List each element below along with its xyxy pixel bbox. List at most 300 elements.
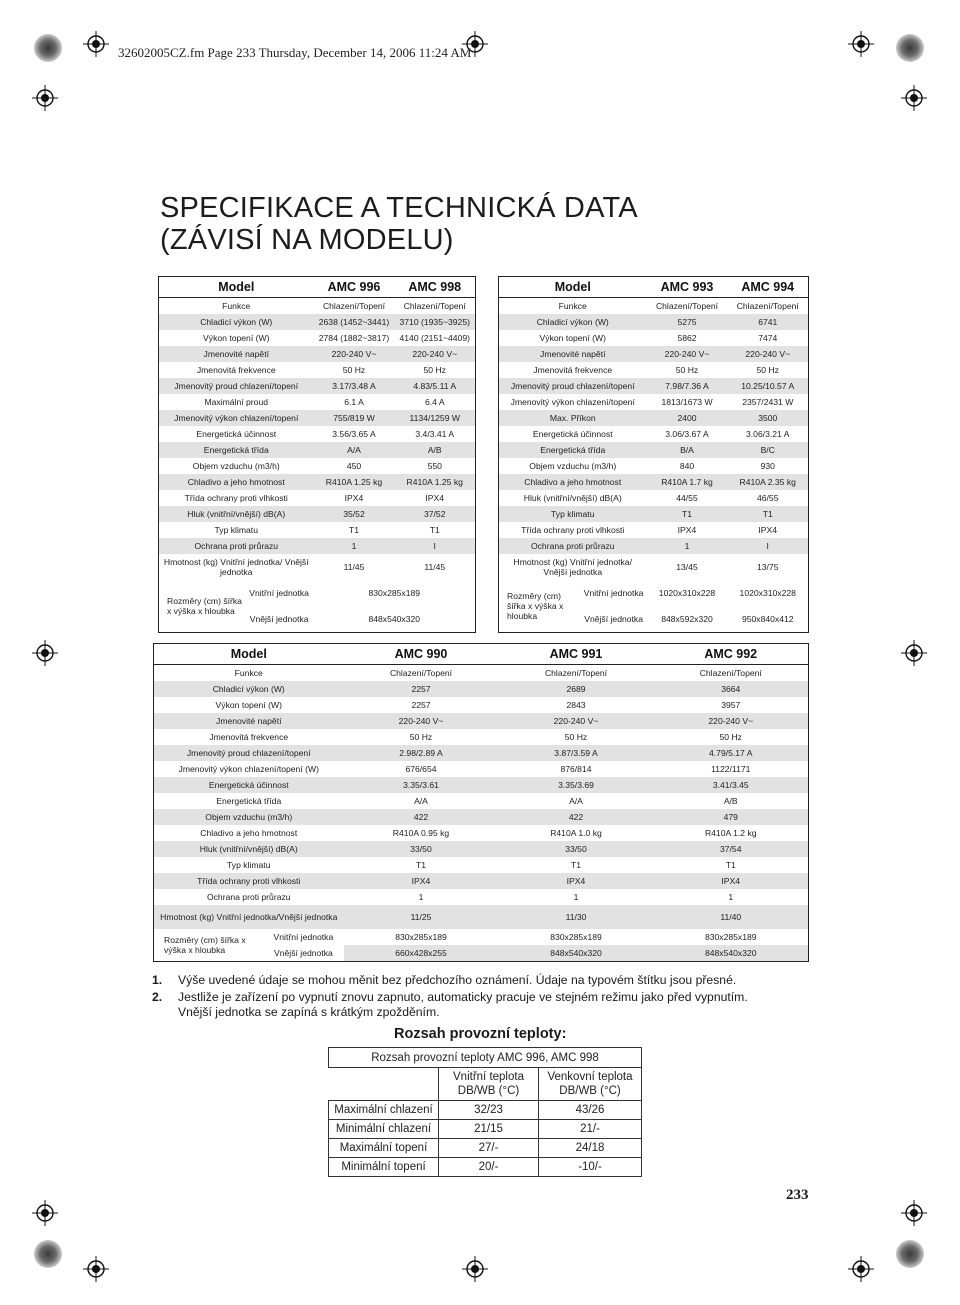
range-col-outdoor-line2: DB/WB (°C) — [559, 1085, 621, 1097]
range-col-indoor-line2: DB/WB (°C) — [457, 1085, 520, 1097]
range-title: Rozsah provozní teploty: — [394, 1026, 567, 1042]
row-label: Energetická třída — [216, 796, 282, 806]
color-disc-icon — [896, 1240, 924, 1268]
table-row — [159, 362, 476, 378]
registration-mark-icon — [901, 1200, 927, 1226]
cell: 4140 (2151~4409) — [399, 333, 470, 343]
cell: 32/23 — [439, 1101, 539, 1120]
cell: 3.87/3.59 A — [499, 745, 654, 761]
table-row — [154, 905, 809, 929]
cell: 2257 — [344, 681, 499, 697]
cell: 6.4 A — [424, 397, 445, 407]
cell: 3710 (1935~3925) — [395, 314, 476, 330]
cell: 50 Hz — [675, 365, 699, 375]
row-label: Chladivo a jeho hmotnost — [499, 474, 647, 490]
cell: 11/25 — [344, 905, 499, 929]
registration-mark-icon — [462, 1256, 488, 1282]
cell: 848x540x320 — [654, 945, 809, 962]
cell: 3664 — [654, 681, 809, 697]
cell: 3.56/3.65 A — [332, 429, 376, 439]
row-label: Chladicí výkon (W) — [159, 314, 314, 330]
cell: 5275 — [647, 314, 728, 330]
table-row — [499, 410, 809, 426]
row-label: Jmenovitý výkon chlazení/topení — [159, 410, 314, 426]
cell: 876/814 — [560, 764, 592, 774]
registration-mark-icon — [32, 85, 58, 111]
table-row — [154, 697, 809, 713]
cell: 5862 — [677, 333, 697, 343]
cell: T1 — [570, 860, 582, 870]
cell: 220-240 V~ — [344, 713, 499, 729]
cell: A/A — [569, 796, 583, 806]
row-label: Jmenovitá frekvence — [209, 732, 289, 742]
registration-mark-icon — [848, 1256, 874, 1282]
row-label: Chladivo a jeho hmotnost — [159, 474, 314, 490]
cell: 2357/2431 W — [742, 397, 794, 407]
dims-outdoor-label: Vnější jednotka — [584, 614, 643, 624]
cell: 848x540x320 — [499, 945, 654, 962]
cell: 220-240 V~ — [314, 346, 395, 362]
table-row — [499, 426, 809, 442]
range-col-indoor — [439, 1068, 539, 1101]
cell: IPX4 — [425, 493, 445, 503]
cell: Chlazení/Topení — [736, 301, 799, 311]
table-row — [154, 841, 809, 857]
table-row — [154, 873, 809, 889]
cell: 11/45 — [424, 562, 446, 572]
cell: 33/50 — [344, 841, 499, 857]
cell: 3.17/3.48 A — [314, 378, 395, 394]
cell: 3.06/3.67 A — [665, 429, 709, 439]
table-row — [159, 506, 476, 522]
cell: 930 — [760, 461, 775, 471]
table-row — [159, 580, 476, 606]
cell: 13/45 — [676, 562, 698, 572]
cell: 676/654 — [405, 764, 437, 774]
registration-mark-icon — [83, 1256, 109, 1282]
table-row — [154, 665, 809, 682]
operating-range-table — [328, 1047, 642, 1177]
table-row — [329, 1101, 642, 1120]
cell: I — [395, 538, 476, 554]
cell: 11/45 — [343, 562, 365, 572]
cell: A/B — [395, 442, 476, 458]
table-row — [154, 761, 809, 777]
cell: R410A 1.2 kg — [704, 828, 757, 838]
row-label: Jmenovitý proud chlazení/topení — [154, 745, 344, 761]
page-title-line2: (ZÁVISÍ NA MODELU) — [160, 224, 454, 256]
cell: 2.98/2.89 A — [344, 745, 499, 761]
row-label: Jmenovité napětí — [154, 713, 344, 729]
range-caption: Rozsah provozní teploty AMC 996, AMC 998 — [329, 1048, 642, 1068]
table-row — [159, 394, 476, 410]
note-number: 2. — [152, 990, 163, 1004]
table3-header-col2: AMC 991 — [499, 644, 654, 665]
table-row — [154, 825, 809, 841]
cell: 50 Hz — [564, 732, 588, 742]
cell: 50 Hz — [719, 732, 742, 742]
cell: T1 — [647, 506, 728, 522]
cell: 840 — [679, 461, 695, 471]
table-row — [159, 314, 476, 330]
dims-indoor-label: Vnitřní jednotka — [583, 588, 644, 598]
cell: T1 — [415, 860, 427, 870]
table-row — [159, 410, 476, 426]
row-label: Hmotnost (kg) Vnitřní jednotka/ Vnější jednotka — [513, 557, 632, 577]
row-label: Typ klimatu — [227, 860, 271, 870]
cell: A/B — [723, 796, 738, 806]
cell: 830x285x189 — [550, 932, 602, 942]
cell: 50 Hz — [756, 365, 779, 375]
table-row — [154, 713, 809, 729]
cell: 1 — [314, 538, 395, 554]
cell: 848x540x320 — [368, 614, 421, 625]
cell: 11/30 — [499, 905, 654, 929]
table-row — [499, 378, 809, 394]
cell: R410A 1.7 kg — [647, 474, 728, 490]
cell: IPX4 — [344, 493, 364, 503]
cell: 3500 — [728, 410, 809, 426]
cell: 2689 — [499, 681, 654, 697]
cell: 46/55 — [756, 493, 779, 503]
row-label: Ochrana proti průrazu — [206, 892, 291, 902]
table-row — [159, 554, 476, 580]
table-row — [159, 426, 476, 442]
cell: 755/819 W — [314, 410, 395, 426]
table-row — [159, 298, 476, 315]
cell: IPX4 — [677, 525, 697, 535]
registration-mark-icon — [32, 640, 58, 666]
color-disc-icon — [34, 34, 62, 62]
cell: 50 Hz — [409, 732, 433, 742]
row-label: Chladivo a jeho hmotnost — [200, 828, 298, 838]
note-number: 1. — [152, 973, 163, 987]
row-label: Hmotnost (kg) Vnitřní jednotka/Vnější jednotka — [154, 905, 344, 929]
table-row — [154, 857, 809, 873]
cell: 2784 (1882~3817) — [318, 333, 390, 343]
row-label: Jmenovitý proud chlazení/topení — [159, 378, 314, 394]
cell: 10.25/10.57 A — [728, 378, 809, 394]
cell: 1813/1673 W — [661, 397, 713, 407]
cell: IPX4 — [758, 525, 778, 535]
table-row — [159, 442, 476, 458]
table-row — [154, 777, 809, 793]
table1-header-col2: AMC 998 — [395, 277, 476, 298]
note-text: Výše uvedené údaje se mohou měnit bez předchozího oznámení. Údaje na typovém štítku jsou přesné. — [178, 973, 737, 987]
registration-mark-icon — [901, 85, 927, 111]
cell: 1 — [573, 892, 579, 902]
cell: 50 Hz — [423, 365, 446, 375]
table-row — [154, 809, 809, 825]
cell: 550 — [427, 461, 442, 471]
range-col-outdoor-line1: Venkovní teplota — [547, 1071, 633, 1083]
page-title-line1: SPECIFIKACE A TECHNICKÁ DATA — [160, 192, 638, 224]
table1-header-model: Model — [159, 277, 314, 298]
cell: -10/- — [539, 1158, 642, 1177]
cell: B/C — [728, 442, 809, 458]
cell: 24/18 — [539, 1139, 642, 1158]
dims-label: Rozměry (cm) šířka x výška x hloubka — [164, 935, 246, 955]
cell: IPX4 — [499, 873, 654, 889]
row-label: Jmenovitý výkon chlazení/topení — [510, 397, 635, 407]
color-disc-icon — [34, 1240, 62, 1268]
table-row — [499, 474, 809, 490]
row-label: Hmotnost (kg) Vnitřní jednotka/ Vnější jednotka — [163, 557, 309, 577]
dims-indoor-label: Vnitřní jednotka — [249, 588, 309, 598]
range-col-indoor-line1: Vnitřní teplota — [453, 1071, 524, 1083]
cell: 479 — [654, 809, 809, 825]
page-title — [160, 192, 638, 256]
table-row — [499, 346, 809, 362]
row-label: Třída ochrany proti vlhkosti — [154, 873, 344, 889]
table-row — [499, 506, 809, 522]
cell: 830x285x189 — [704, 932, 757, 942]
cell: 44/55 — [676, 493, 698, 503]
row-label: Max. Příkon — [499, 410, 647, 426]
cell: 11/40 — [654, 905, 809, 929]
row-label: Výkon topení (W) — [215, 700, 282, 710]
cell: 450 — [346, 461, 362, 471]
cell: 3957 — [721, 700, 741, 710]
cell: 43/26 — [539, 1101, 642, 1120]
dims-label: Rozměry (cm) šířka x výška x hloubka — [167, 596, 242, 616]
row-label: Funkce — [222, 301, 251, 311]
table-row — [159, 538, 476, 554]
page-number: 233 — [786, 1187, 809, 1203]
row-label: Ochrana proti průrazu — [159, 538, 314, 554]
cell: 37/54 — [654, 841, 809, 857]
cell: I — [728, 538, 809, 554]
cell: 4.79/5.17 A — [654, 745, 809, 761]
row-label: Jmenovitý proud chlazení/topení — [499, 378, 647, 394]
cell: 35/52 — [314, 506, 395, 522]
cell: 220-240 V~ — [395, 346, 476, 362]
cell: R410A 1.25 kg — [395, 474, 476, 490]
cell: 3.4/3.41 A — [415, 429, 455, 439]
cell: 1020x310x228 — [658, 588, 716, 599]
cell: A/A — [314, 442, 395, 458]
row-label: Výkon topení (W) — [203, 333, 270, 343]
cell: IPX4 — [344, 873, 499, 889]
table-row — [154, 929, 809, 945]
cell: 37/52 — [395, 506, 476, 522]
cell: 830x285x189 — [368, 588, 421, 599]
cell: 1 — [418, 892, 424, 902]
row-label: Funkce — [558, 301, 587, 311]
table-row — [499, 330, 809, 346]
cell: 21/- — [539, 1120, 642, 1139]
cell: 2843 — [566, 700, 586, 710]
cell: 2400 — [647, 410, 728, 426]
cell: 422 — [499, 809, 654, 825]
row-label: Hluk (vnitřní/vnější) dB(A) — [154, 841, 344, 857]
cell: 3.41/3.45 — [654, 777, 809, 793]
row-label: Jmenovitý výkon chlazení/topení (W) — [178, 764, 319, 774]
row-label: Třída ochrany proti vlhkosti — [184, 493, 288, 503]
row-label: Výkon topení (W) — [539, 333, 606, 343]
table-row — [159, 378, 476, 394]
spec-table-amc990-992 — [153, 643, 809, 962]
row-label: Objem vzduchu (m3/h) — [192, 461, 280, 471]
cell: 50 Hz — [342, 365, 366, 375]
cell: IPX4 — [654, 873, 809, 889]
table-row — [499, 490, 809, 506]
row-label: Funkce — [234, 668, 263, 678]
cell: Chlazení/Topení — [699, 668, 762, 678]
cell: 220-240 V~ — [728, 346, 809, 362]
cell: 3.06/3.21 A — [746, 429, 790, 439]
cell: 660x428x255 — [344, 945, 499, 962]
row-label: Maximální topení — [329, 1139, 439, 1158]
spec-table-amc996-998 — [158, 276, 476, 633]
cell: A/A — [414, 796, 428, 806]
table-row — [499, 394, 809, 410]
cell: 4.83/5.11 A — [395, 378, 476, 394]
row-label: Energetická třída — [499, 442, 647, 458]
registration-mark-icon — [901, 640, 927, 666]
row-label: Energetická třída — [159, 442, 314, 458]
table3-header-col1: AMC 990 — [344, 644, 499, 665]
cell: 3.35/3.69 — [499, 777, 654, 793]
cell: R410A 0.95 kg — [392, 828, 450, 838]
cell: Chlazení/Topení — [389, 668, 453, 678]
table-row — [159, 474, 476, 490]
cell: Chlazení/Topení — [544, 668, 608, 678]
cell: 220-240 V~ — [499, 713, 654, 729]
spec-table-amc993-994 — [498, 276, 809, 633]
cell: T1 — [429, 525, 440, 535]
row-label: Typ klimatu — [499, 506, 647, 522]
cell: R410A 1.0 kg — [550, 828, 602, 838]
row-label: Hluk (vnitřní/vnější) dB(A) — [159, 506, 314, 522]
color-disc-icon — [896, 34, 924, 62]
dims-outdoor-label: Vnější jednotka — [274, 948, 333, 958]
row-label: Typ klimatu — [214, 525, 258, 535]
table-row — [329, 1139, 642, 1158]
row-label: Ochrana proti průrazu — [499, 538, 647, 554]
range-col-outdoor — [539, 1068, 642, 1101]
table-row — [159, 346, 476, 362]
row-label: Jmenovité napětí — [499, 346, 647, 362]
row-label: Chladicí výkon (W) — [499, 314, 647, 330]
cell: 3.35/3.61 — [344, 777, 499, 793]
table-row — [499, 538, 809, 554]
row-label: Maximální proud — [204, 397, 269, 407]
cell: 950x840x412 — [741, 614, 794, 625]
cell: 13/75 — [756, 562, 779, 572]
table-row — [499, 522, 809, 538]
table-row — [499, 314, 809, 330]
cell: 1 — [647, 538, 728, 554]
table1-header-col1: AMC 996 — [314, 277, 395, 298]
cell: 830x285x189 — [395, 932, 447, 942]
cell: B/A — [647, 442, 728, 458]
cell: 1020x310x228 — [739, 588, 796, 599]
dims-label: Rozměry (cm) šířka x výška x hloubka — [507, 591, 564, 621]
cell: 6741 — [728, 314, 809, 330]
row-label: Chladicí výkon (W) — [154, 681, 344, 697]
cell: 7474 — [758, 333, 778, 343]
cell: Chlazení/Topení — [322, 301, 386, 311]
table-row — [499, 580, 809, 606]
table3-header-model: Model — [154, 644, 344, 665]
cell: T1 — [728, 506, 809, 522]
table-row — [154, 745, 809, 761]
cell: 6.1 A — [344, 397, 364, 407]
row-label: Minimální chlazení — [329, 1120, 439, 1139]
cell: 1 — [728, 892, 734, 902]
table2-header-col2: AMC 994 — [728, 277, 809, 298]
cell: 848x592x320 — [661, 614, 713, 625]
cell: Chlazení/Topení — [655, 301, 719, 311]
cell: R410A 1.25 kg — [314, 474, 395, 490]
table-row — [159, 522, 476, 538]
row-label: Minimální topení — [329, 1158, 439, 1177]
table2-header-model: Model — [499, 277, 647, 298]
table-row — [154, 889, 809, 905]
cell: 33/50 — [499, 841, 654, 857]
registration-mark-icon — [83, 31, 109, 57]
row-label: Energetická účinnost — [532, 429, 613, 439]
table-row — [159, 330, 476, 346]
row-label: Objem vzduchu (m3/h) — [154, 809, 344, 825]
registration-mark-icon — [848, 31, 874, 57]
table-row — [329, 1120, 642, 1139]
table-row — [499, 298, 809, 315]
row-label: Energetická účinnost — [154, 777, 344, 793]
cell: 1134/1259 W — [395, 410, 476, 426]
cell: T1 — [348, 525, 360, 535]
cell: 2257 — [411, 700, 431, 710]
dims-outdoor-label: Vnější jednotka — [249, 614, 309, 624]
table-row — [499, 458, 809, 474]
cell: 27/- — [439, 1139, 539, 1158]
print-header: 32602005CZ.fm Page 233 Thursday, December 14, 2006 11:24 AM — [118, 45, 472, 60]
cell: 220-240 V~ — [647, 346, 728, 362]
cell: 220-240 V~ — [654, 713, 809, 729]
row-label: Jmenovitá frekvence — [196, 365, 276, 375]
row-label: Třída ochrany proti vlhkosti — [521, 525, 625, 535]
cell: T1 — [725, 860, 736, 870]
table-row — [154, 681, 809, 697]
table-row — [159, 490, 476, 506]
row-label: Jmenovitá frekvence — [533, 365, 613, 375]
cell: 7.98/7.36 A — [647, 378, 728, 394]
table-row — [499, 442, 809, 458]
row-label: Hluk (vnitřní/vnější) dB(A) — [523, 493, 622, 503]
row-label: Objem vzduchu (m3/h) — [529, 461, 617, 471]
table-row — [159, 458, 476, 474]
note-text-continued: Vnější jednotka se zapíná s krátkým zpožděním. — [178, 1005, 440, 1019]
dims-indoor-label: Vnitřní jednotka — [273, 932, 334, 942]
note-text: Jestliže je zařízení po vypnutí znovu zapnuto, automaticky pracuje ve stejném režimu jako před vypnutím. — [178, 990, 748, 1004]
row-label: Jmenovité napětí — [159, 346, 314, 362]
table-row — [499, 554, 809, 580]
cell: 1122/1171 — [711, 764, 751, 774]
row-label: Energetická účinnost — [196, 429, 277, 439]
table-row — [154, 729, 809, 745]
cell: 21/15 — [439, 1120, 539, 1139]
cell: 20/- — [439, 1158, 539, 1177]
registration-mark-icon — [32, 1200, 58, 1226]
range-empty-header — [329, 1068, 439, 1101]
table-row — [499, 362, 809, 378]
cell: Chlazení/Topení — [403, 301, 466, 311]
table-row — [329, 1158, 642, 1177]
table2-header-col1: AMC 993 — [647, 277, 728, 298]
row-label: Maximální chlazení — [329, 1101, 439, 1120]
table3-header-col3: AMC 992 — [654, 644, 809, 665]
